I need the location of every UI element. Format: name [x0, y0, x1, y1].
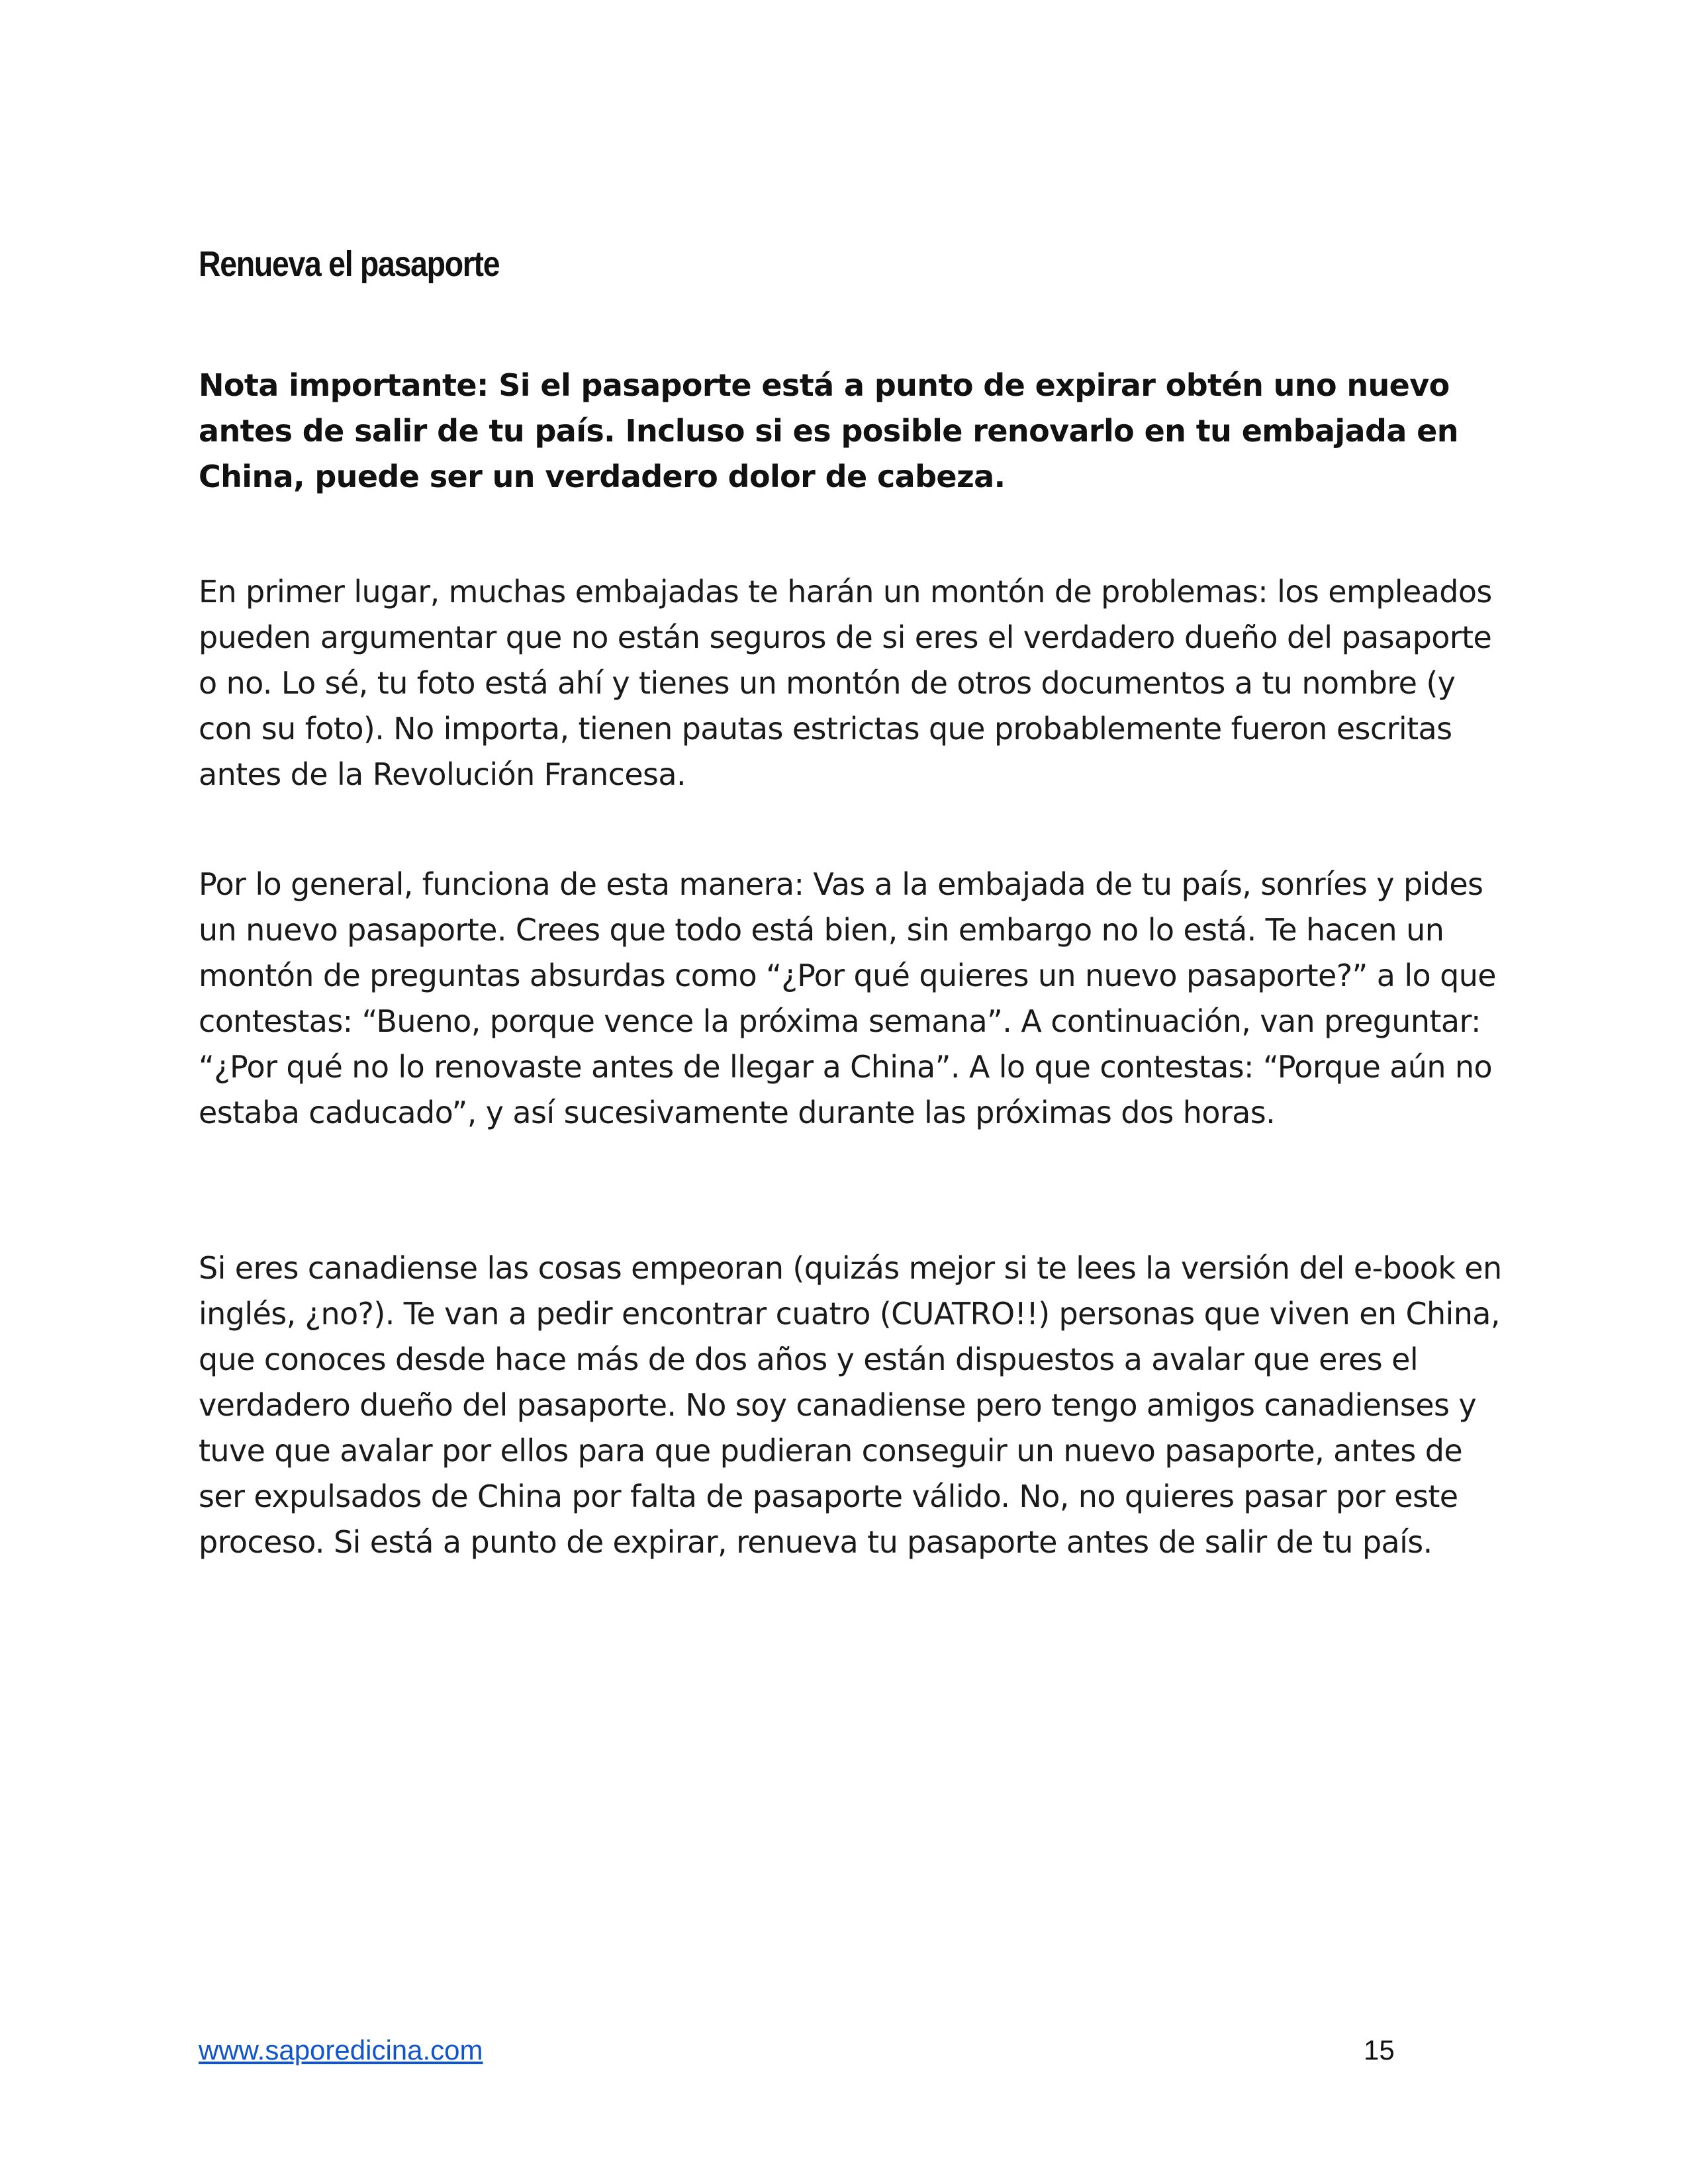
- paragraph-3: Si eres canadiense las cosas empeoran (quizás mejor si te lees la versión del e-book en inglés, ¿no?). Te van a pedir encontrar cuatro (CUATRO!!) personas que viven en China, que conoces desde hace más de dos años y están dispuestos a avalar que eres el verdadero dueño del pasaporte. No soy canadiense pero tengo amigos canadienses y tuve que avalar por ellos para que pudieran conseguir un nuevo pasaporte, antes de ser expulsados de China por falta de pasaporte válido. No, no quieres pasar por este proceso. Si está a punto de expirar, renueva tu pasaporte antes de salir de tu país.: [199, 1250, 1502, 1560]
- page-number: 15: [1364, 2034, 1395, 2066]
- paragraph-2: Por lo general, funciona de esta manera: Vas a la embajada de tu país, sonríes y pides un nuevo pasaporte. Crees que todo está bien, sin embargo no lo está. Te hacen un montón de preguntas absurdas como “¿Por qué quieres un nuevo pasaporte?” a lo que contestas: “Bueno, porque vence la próxima semana”. A continuación, van preguntar: “¿Por qué no lo renovaste antes de llegar a China”. A lo que contestas: “Porque aún no estaba caducado”, y así sucesivamente durante las próximas dos horas.: [199, 866, 1496, 1130]
- footer-website-link[interactable]: www.saporedicina.com: [199, 2034, 483, 2066]
- section-heading: Renueva el pasaporte: [199, 244, 500, 284]
- paragraph-1: En primer lugar, muchas embajadas te harán un montón de problemas: los empleados pueden argumentar que no están seguros de si eres el verdadero dueño del pasaporte o no. Lo sé, tu foto está ahí y tienes un montón de otros documentos a tu nombre (y con su foto). No importa, tienen pautas estrictas que probablemente fueron escritas antes de la Revolución Francesa.: [199, 574, 1492, 792]
- important-note: Nota importante: Si el pasaporte está a punto de expirar obtén uno nuevo antes de salir de tu país. Incluso si es posible renovarlo en tu embajada en China, puede ser un verdadero dolor de cabeza.: [199, 367, 1458, 494]
